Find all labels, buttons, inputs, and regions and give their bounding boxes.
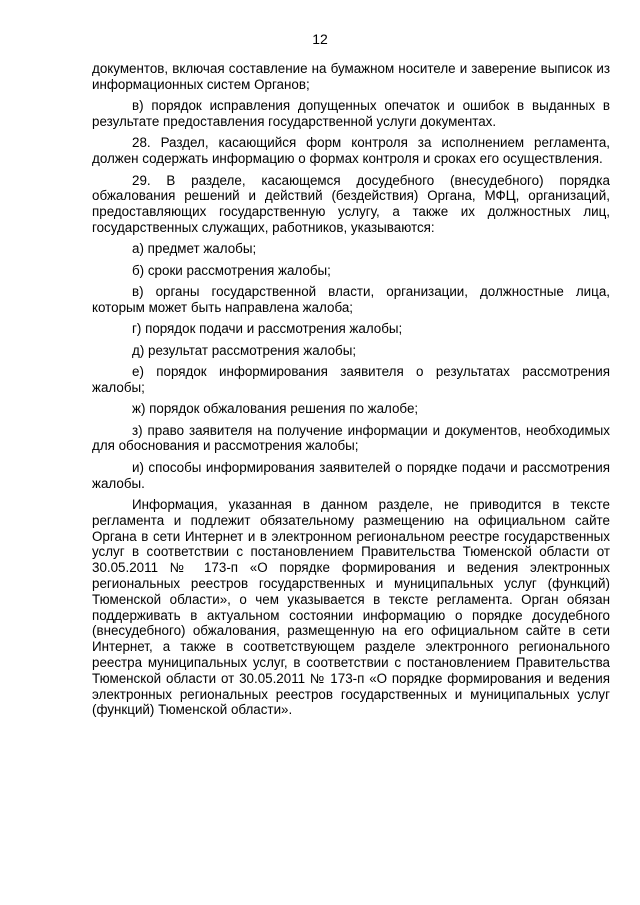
list-item-b: б) сроки рассмотрения жалобы;	[132, 262, 331, 278]
paragraph-information: Информация, указанная в данном разделе, не приводится в тексте регламента и подлежит обязательному размещению на официальном сайте Органа в сети Интернет и в электронном региональном реестре государственных услуг в соответствии с постановлением Правительства Тюменской области от 30.05.2011 № 173-п «О порядке формирования и ведения электронных региональных реестров государственных и муниципальных услуг (функций) Тюменской области», о чем указывается в тексте регламента. Орган обязан поддерживать в актуальном состоянии информацию о порядке досудебного (внесудебного) обжалования, размещенную на его официальном сайте в сети Интернет, а также в соответствующем разделе электронного регионального реестра муниципальных услуг, в соответствии с постановлением Правительства Тюменской области от 30.05.2011 № 173-п «О порядке формирования и ведения электронных региональных реестров государственных и муниципальных услуг (функций) Тюменской области».	[92, 497, 610, 718]
list-item-z: з) право заявителя на получение информации и документов, необходимых для обоснования и рассмотрения жалобы;	[92, 422, 610, 454]
paragraph-item-v-corrections: в) порядок исправления допущенных опечаток и ошибок в выданных в результате предоставления государственной услуги документах.	[92, 98, 610, 129]
list-item-v: в) органы государственной власти, организации, должностные лица, которым может быть направлена жалоба;	[92, 284, 610, 315]
paragraph-28: 28. Раздел, касающийся форм контроля за исполнением регламента, должен содержать информацию о формах контроля и сроках его осуществления.	[92, 135, 610, 167]
list-item-i: и) способы информирования заявителей о порядке подачи и рассмотрения жалобы.	[92, 459, 610, 491]
list-item-zh: ж) порядок обжалования решения по жалобе;	[132, 401, 419, 417]
list-item-a: а) предмет жалобы;	[132, 241, 257, 257]
paragraph-continuation: документов, включая составление на бумажном носителе и заверение выписок из информационных систем Органов;	[92, 61, 610, 92]
list-item-g: г) порядок подачи и рассмотрения жалобы;	[132, 321, 403, 337]
page-number: 12	[312, 31, 328, 47]
document-body	[92, 61, 610, 718]
paragraph-29: 29. В разделе, касающемся досудебного (внесудебного) порядка обжалования решений и действий (бездействия) Органа, МФЦ, организаций, предоставляющих государственную услугу, а также их должностных лиц, государственных служащих, работников, указываются:	[92, 172, 610, 235]
list-item-d: д) результат рассмотрения жалобы;	[132, 342, 357, 358]
list-item-e: е) порядок информирования заявителя о результатах рассмотрения жалобы;	[92, 364, 610, 395]
